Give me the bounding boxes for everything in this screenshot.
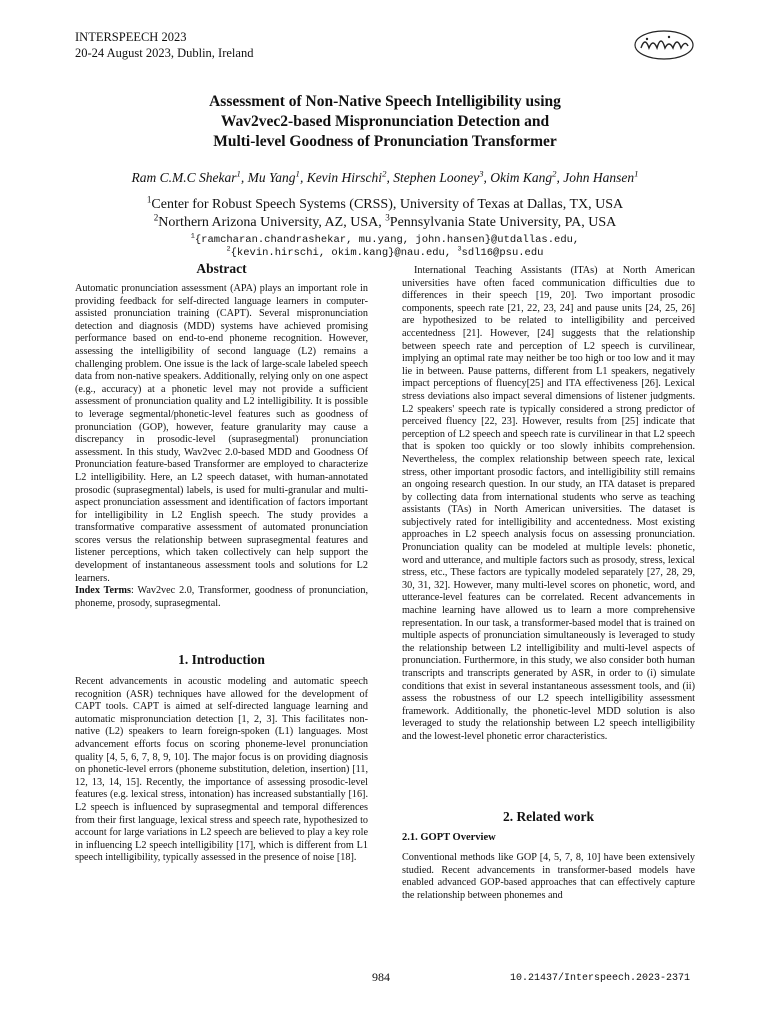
related-work-text: Conventional methods like GOP [4, 5, 7, 8, 10] have been extensively studied. Recent advancements in transformer-based models have enabled advanced GOP-based approaches that can effectively capture the relationship between phonemes and: [402, 852, 695, 901]
introduction-text: Recent advancements in acoustic modeling and automatic speech recognition (ASR) techniques have allowed for the development of CAPT tools. CAPT is aimed at self-directed language learning and automatic mispronunciation detection [1, 2, 3]. This facilitates non-native (L2) speakers to learn foreign-spoken (L1) languages. Most advancement efforts focus on scoring phoneme-level pronunciation quality [4, 5, 6, 7, 8, 9, 10]. The major focus is on providing diagnosis on phonetic-level errors (phoneme substitution, deletion, insertion) [11, 12, 13, 14, 15]. Recently, the importance of assessing prosodic-level features (e.g. lexical stress, intonation) has increased substantially [16]. L2 speech is influenced by suprasegmental and temporal differences from their first language, lexical stress and speech rate, hypothesized to account for large variations in L2 speech are believed to play a key role in influencing L2 speech intelligibility [17], which is different from L1 speech intelligibility, typically assessed in the presence of noise [18].: [75, 676, 368, 864]
email-nau[interactable]: {kevin.hirschi, okim.kang}@nau.edu,: [230, 247, 458, 259]
gopt-overview-heading: 2.1. GOPT Overview: [402, 832, 496, 843]
affiliation-psu: Pennsylvania State University, PA, USA: [389, 215, 617, 230]
affiliation-mark: 1: [146, 194, 152, 205]
index-terms-label: Index Terms: [75, 585, 131, 597]
isca-logo-icon: [633, 28, 695, 62]
affiliation-mark: 3: [385, 212, 390, 223]
author-name: Stephen Looney: [393, 170, 480, 185]
doi-link[interactable]: 10.21437/Interspeech.2023-2371: [510, 973, 691, 984]
abstract-text: Automatic pronunciation assessment (APA) plays an important role in providing feedback for self-directed language learners in computer-assisted pronunciation training (CAPT). Several mispronunciation detection and diagnosis (MDD) systems have achieved promising performance based on end-to-end phoneme recognition. However, assessing the intelligibility of second language (L2) remains a challenging problem. One issue is the lack of large-scale labeled speech data from non-native speakers. Additionally, relying only on one aspect (e.g., accuracy) at a phonetic level may not provide a sufficient assessment of pronunciation quality and L2 intelligibility. It is possible to leverage segmental/phonetic-level features such as goodness of pronunciation (GOP), however, feature granularity may cause a discrepancy in prosodic-level (suprasegmental) pronunciation assessment. In this study, Wav2vec 2.0-based MDD and Goodness Of Pronunciation feature-based Transformer are employed to characterize L2 intelligibility. Here, an L2 speech dataset, with human-annotated prosodic (suprasegmental) labels, is used for multi-granular and multi-aspect pronunciation assessment and identification of factors important for intelligibility in L2 English speech. The study provides a transformative comparative assessment of automated pronunciation scores versus the relationship between suprasegmental features and listener perceptions, which taken collectively can help support the development of instantaneous assessment tools and solutions for L2 learners.: [75, 283, 368, 584]
title-line-3: Multi-level Goodness of Pronunciation Transformer: [213, 133, 557, 150]
title-line-2: Wav2vec2-based Mispronunciation Detection and: [220, 113, 550, 130]
paper-title: [60, 92, 710, 152]
abstract-heading: Abstract: [196, 261, 247, 276]
right-column-body: [402, 265, 695, 744]
title-line-1: Assessment of Non-Native Speech Intelligibility using: [209, 93, 561, 110]
author-emails: [40, 234, 730, 260]
related-work-body: [402, 852, 695, 902]
affiliation-mark: 2: [153, 212, 159, 223]
right-paragraph: International Teaching Assistants (ITAs) at North American universities have often faced communication difficulties due to differences in their speech [19, 20]. Two important prosodic components, speech rate [21, 22, 23, 24] and pause units [24, 25, 26] are hypothesized to be related to intelligibility and perceived accentedness [21]. However, [24] suggests that the relationship between speech rate and perception of L2 speech is curvilinear, implying an optimal rate may neither be too high or too low and it may lie in between. Pause patterns, different from L1 speakers, negatively impact perceptions of fluency[25] and ITA effectiveness [26]. Lexical stress deviations also impact several dimensions of listener judgments. L2 speakers' speech rate is typically considered a strong predictor of perceived fluency [22, 23]. However, results from [25] indicate that perception of L2 speech and speech rate is curvilinear in that L2 speech that is spoken too quickly or too slowly inhibits comprehension. Nevertheless, the complex relationship between speech rate, lexical stress, other important prosodic factors, and intelligibility still remains an ongoing research question. In our study, an ITA dataset is prepared by collecting data from international students who serve as teaching assistants (TAs) in North American universities. The dataset is subjectively rated for intelligibility and accentedness. Most existing approaches in L2 speech analysis focus on assessing pronunciation. Pronunciation quality can be modeled at multiple levels: phonetic, word and utterance, and multiple factors such as prosody, stress, lexical stress, etc., These factors are typically modeled separately [27, 28, 29, 30, 31, 32]. However, many multi-level scores on phonetic, word, and utterance-level features can be correlated. Recent advancements in machine learning have allowed us to learn a more comprehensive representation. In our task, a transformer-based model that is trained on multiple aspects of pronunciation simultaneously is leveraged to study the relationship between L2 intelligibility and multi-level aspects of pronunciation. Furthermore, in this study, we also consider both human transcripts and transcripts generated by ASR, in order to (i) simulate conditions that exist in several instantaneous assessment tools, and (ii) assess the robustness of our L2 speech intelligibility assessment framework. Additionally, the phonetic-level MDD solution is also leveraged to study the relationship between L2 speech intelligibility and the lowest-level phonetic error characteristics.: [402, 265, 695, 742]
abstract-body: [75, 283, 368, 610]
affiliations: [40, 196, 730, 232]
conference-header: [75, 29, 253, 61]
email-psu[interactable]: sdl16@psu.edu: [461, 247, 544, 259]
conference-dates: 20-24 August 2023, Dublin, Ireland: [75, 46, 254, 60]
email-mark: 3: [457, 245, 462, 254]
email-mark: 1: [190, 232, 195, 241]
author-name: Mu Yang: [247, 170, 296, 185]
author-affiliation-mark: 3: [479, 168, 484, 179]
related-work-heading: 2. Related work: [502, 809, 595, 824]
index-terms-text: : Wav2vec 2.0, Transformer, goodness of pronunciation, phoneme, prosody, suprasegmental.: [75, 585, 368, 609]
author-affiliation-mark: 1: [295, 168, 300, 179]
conference-name: INTERSPEECH 2023: [75, 30, 187, 44]
email-utdallas[interactable]: {ramcharan.chandrashekar, mu.yang, john.hansen}@utdallas.edu,: [194, 234, 580, 246]
author-affiliation-mark: 1: [634, 168, 639, 179]
page-number: 984: [372, 970, 390, 984]
affiliation-crss: Center for Robust Speech Systems (CRSS), University of Texas at Dallas, TX, USA: [151, 197, 624, 212]
author-name: John Hansen: [563, 170, 635, 185]
introduction-heading: 1. Introduction: [178, 652, 265, 667]
author-list: Ram C.M.C Shekar$^1$, Mu Yang$^1$, Kevin Hirschi$^2$, Stephen Looney$^3$, Okim Kang$^2$, John Hansen$^1$: [131, 168, 639, 185]
index-terms: [75, 585, 368, 610]
introduction-body: [75, 676, 368, 865]
author-affiliation-mark: 2: [382, 168, 387, 179]
author-name: Okim Kang: [490, 170, 553, 185]
author-affiliation-mark: 2: [552, 168, 557, 179]
email-mark: 2: [226, 245, 231, 254]
author-name: Kevin Hirschi: [306, 170, 383, 185]
author-name: Ram C.M.C Shekar: [131, 170, 237, 185]
affiliation-nau: Northern Arizona University, AZ, USA,: [158, 215, 386, 230]
author-affiliation-mark: 1: [236, 168, 241, 179]
